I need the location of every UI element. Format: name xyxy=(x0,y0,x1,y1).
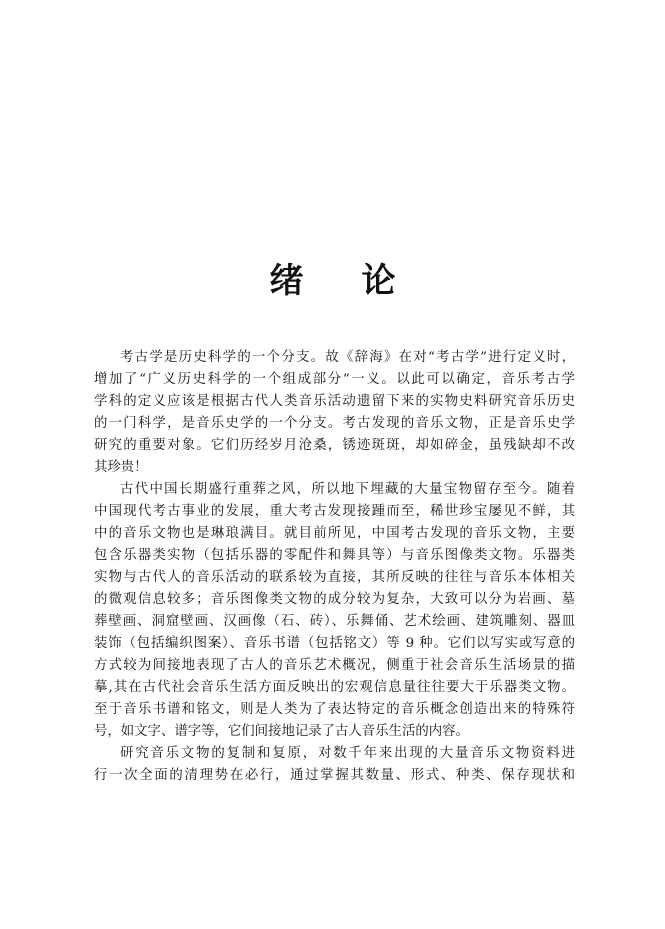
paragraph-1-line-4: 的一门科学，是音乐史学的一个分支。考古发现的音乐文物，正是音乐史学 xyxy=(94,416,575,431)
paragraph-2-line-12: 号，如文字、谱字等，它们间接地记录了古人音乐生活的内容。 xyxy=(94,724,469,739)
body-text xyxy=(94,347,575,787)
paragraph-2-line-4: 包含乐器类实物（包括乐器的零配件和舞具等）与音乐图像类文物。乐器类 xyxy=(94,548,575,563)
paragraph-3-line-1: 研究音乐文物的复制和复原，对数千年来出现的大量音乐文物资料进 xyxy=(120,746,575,761)
paragraph-2-line-5: 实物与古代人的音乐活动的联系较为直接，其所反映的往往与音乐本体相关 xyxy=(94,570,575,585)
paragraph-1-line-5: 研究的重要对象。它们历经岁月沧桑，锈迹斑斑，却如碎金，虽残缺却不改 xyxy=(94,438,575,453)
paragraph-2-line-1: 古代中国长期盛行重葬之风，所以地下埋藏的大量宝物留存至今。随着 xyxy=(120,482,575,497)
chapter-title xyxy=(0,259,665,303)
paragraph-1-line-6: 其珍贵！ xyxy=(94,460,148,475)
paragraph-2-line-2: 中国现代考古事业的发展，重大考古发现接踵而至，稀世珍宝屡见不鲜，其 xyxy=(94,504,575,519)
paragraph-2-line-10: 摹,其在古代社会音乐生活方面反映出的宏观信息量往往要大于乐器类文物。 xyxy=(94,680,575,695)
paragraph-1-line-3: 学科的定义应该是根据古代人类音乐活动遗留下来的实物史料研究音乐历史 xyxy=(94,394,575,409)
paragraph-2-line-8: 装饰（包括编织图案）、音乐书谱（包括铭文）等 9 种。它们以写实或写意的 xyxy=(94,636,575,651)
chapter-title-first-char: 绪 xyxy=(269,260,304,301)
paragraph-2-line-6: 的微观信息较多；音乐图像类文物的成分较为复杂，大致可以分为岩画、墓 xyxy=(94,592,575,607)
paragraph-2-line-3: 中的音乐文物也是琳琅满目。就目前所见，中国考古发现的音乐文物，主要 xyxy=(94,526,575,541)
paragraph-1-line-2: 增加了“广义历史科学的一个组成部分”一义。以此可以确定，音乐考古学 xyxy=(94,372,575,387)
paragraph-2-line-9: 方式较为间接地表现了古人的音乐艺术概况，侧重于社会音乐生活场景的描 xyxy=(94,658,575,673)
paragraph-2-line-7: 葬壁画、洞窟壁画、汉画像（石、砖）、乐舞俑、艺术绘画、建筑雕刻、器皿 xyxy=(94,614,575,629)
paragraph-2-line-11: 至于音乐书谱和铭文，则是人类为了表达特定的音乐概念创造出来的特殊符 xyxy=(94,702,575,717)
paragraph-1-line-1: 考古学是历史科学的一个分支。故《辞海》在对“考古学”进行定义时， xyxy=(120,350,575,365)
paragraph-3-line-2: 行一次全面的清理势在必行，通过掌握其数量、形式、种类、保存现状和 xyxy=(94,768,575,783)
chapter-title-second-char: 论 xyxy=(361,260,396,301)
